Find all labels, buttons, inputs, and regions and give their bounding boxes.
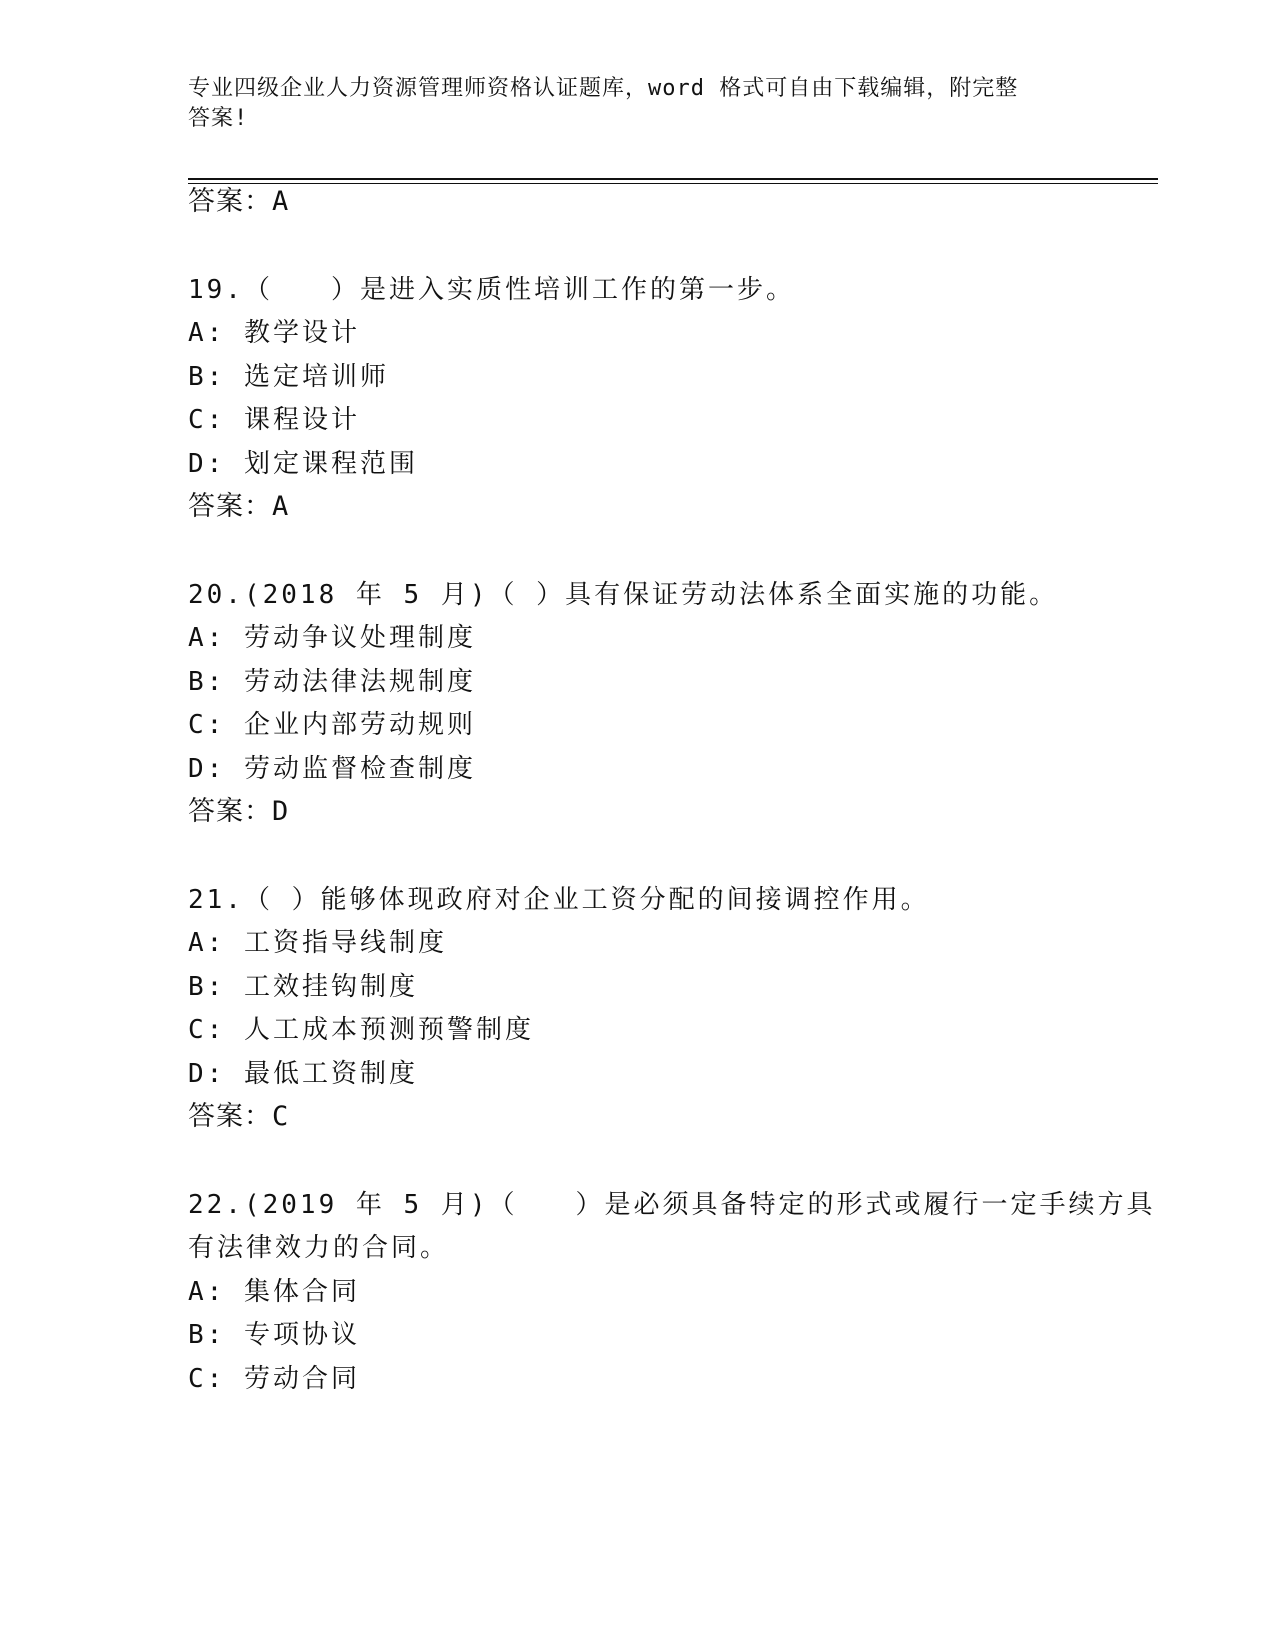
question-19-stem: 19.（ ）是进入实质性培训工作的第一步。: [188, 275, 795, 305]
question-20-stem: 20.(2018 年 5 月)（ ）具有保证劳动法体系全面实施的功能。: [188, 580, 1059, 610]
question-20-option-b: B: 劳动法律法规制度: [188, 667, 476, 697]
question-19-option-b: B: 选定培训师: [188, 362, 389, 392]
question-21-option-b: B: 工效挂钩制度: [188, 972, 418, 1002]
question-20-option-d: D: 劳动监督检查制度: [188, 754, 476, 784]
question-21-stem: 21.（ ）能够体现政府对企业工资分配的间接调控作用。: [188, 885, 930, 915]
question-20-option-c: C: 企业内部劳动规则: [188, 710, 476, 740]
question-19-option-c: C: 课程设计: [188, 405, 360, 435]
question-21-option-c: C: 人工成本预测预警制度: [188, 1015, 534, 1045]
question-21-option-d: D: 最低工资制度: [188, 1059, 418, 1089]
header-rule-thin: [188, 183, 1158, 184]
question-22-option-a: A: 集体合同: [188, 1277, 360, 1307]
question-22-stem-line-1: 22.(2019 年 5 月)（ ）是必须具备特定的形式或履行一定手续方具: [188, 1190, 1156, 1220]
header-note: 专业四级企业人力资源管理师资格认证题库，word 格式可自由下载编辑，附完整 答案!: [188, 76, 1019, 131]
previous-answer: 答案：A: [188, 186, 290, 217]
question-19-option-d: D: 划定课程范围: [188, 449, 418, 479]
question-21-answer: 答案：C: [188, 1101, 290, 1132]
question-20-answer: 答案：D: [188, 796, 290, 827]
question-22-option-c: C: 劳动合同: [188, 1364, 360, 1394]
question-21-option-a: A: 工资指导线制度: [188, 928, 447, 958]
question-22-option-b: B: 专项协议: [188, 1320, 360, 1350]
question-19-answer: 答案：A: [188, 491, 290, 522]
question-22-stem-line-2: 有法律效力的合同。: [188, 1233, 450, 1263]
header-rule: [188, 178, 1158, 180]
question-19-option-a: A: 教学设计: [188, 318, 360, 348]
question-20-option-a: A: 劳动争议处理制度: [188, 623, 476, 653]
